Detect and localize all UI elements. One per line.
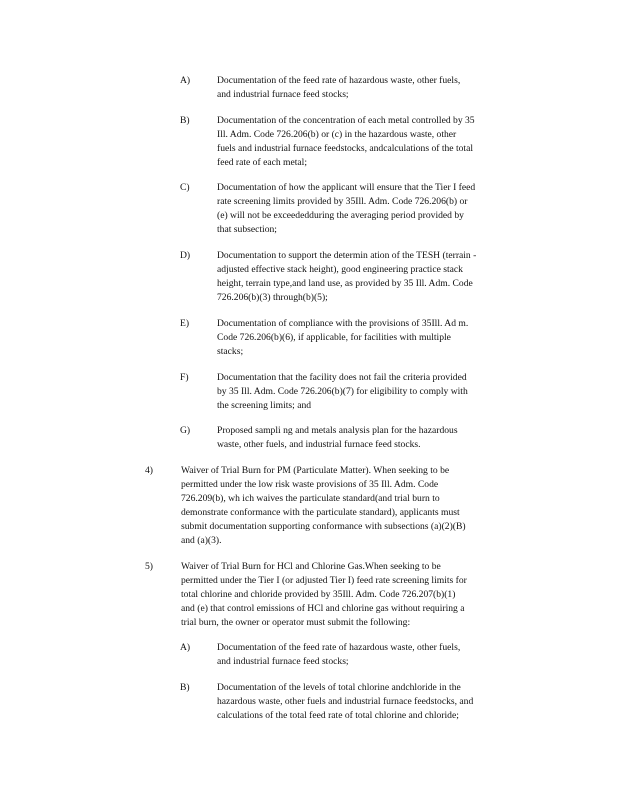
item-label: B) [180,115,190,126]
item-text: Documentation of the levels of total chlorine andchloride in the hazardous waste, other fuels and industrial furnace feedstocks, and calculations of the total feed rate of total chlorine and chloride; [217,682,474,721]
item-text: Documentation that the facility does not fail the criteria provided by 35 Ill. Adm. Code 726.206(b)(7) for eligibility to comply with the screening limits; and [217,372,468,411]
item-text: Documentation of the concentration of each metal controlled by 35 Ill. Adm. Code 726.206(b) or (c) in the hazardous waste, other fuels and industrial furnace feedstocks, andcalculations of the total feed rate of each metal; [217,115,475,168]
item-text: Proposed sampli ng and metals analysis plan for the hazardous waste, other fuels, and industrial furnace feed stocks. [217,425,458,450]
item-label: A) [180,75,191,86]
item-text: Documentation of the feed rate of hazardous waste, other fuels, and industrial furnace feed stocks; [217,642,461,667]
item-text: Waiver of Trial Burn for PM (Particulate Matter). When seeking to be permitted under the low risk waste provisions of 35 Ill. Adm. Code 726.209(b), wh ich waives the particulate standard(and trial burn to demonstrate conformance with the particulate standard), applicants must submit documentation supporting conformance with subsections (a)(2)(B) and (a)(3). [181,465,466,546]
item-label: B) [180,682,190,693]
item-label: G) [180,425,191,436]
item-label: 5) [145,561,153,572]
item-label: 4) [145,465,153,476]
item-text: Documentation of compliance with the provisions of 35Ill. Ad m. Code 726.206(b)(6), if applicable, for facilities with multiple stacks; [217,318,469,357]
item-text: Waiver of Trial Burn for HCl and Chlorine Gas.When seeking to be permitted under the Tier I (or adjusted Tier I) feed rate screening limits for total chlorine and chloride provided by 35Ill. Adm. Code 726.207(b)(1) and (e) that control emissions of HCl and chlorine gas without requiring a trial burn, the owner or operator must submit the following: [181,561,467,628]
item-label: F) [180,372,189,383]
item-label: A) [180,642,191,653]
item-text: Documentation of the feed rate of hazardous waste, other fuels, and industrial furnace feed stocks; [217,75,461,100]
item-label: E) [180,318,190,329]
item-text: Documentation of how the applicant will ensure that the Tier I feed rate screening limits provided by 35Ill. Adm. Code 726.206(b) or (e) will not be exceededduring the averaging period provided by that subsection; [217,182,476,235]
item-label: D) [180,250,191,261]
item-label: C) [180,182,190,193]
item-text: Documentation to support the determin ation of the TESH (terrain - adjusted effective stack height), good engineering practice stack height, terrain type,and land use, as provided by 35 Ill. Adm. Code 726.206(b)(3) through(b)(5); [217,250,477,303]
